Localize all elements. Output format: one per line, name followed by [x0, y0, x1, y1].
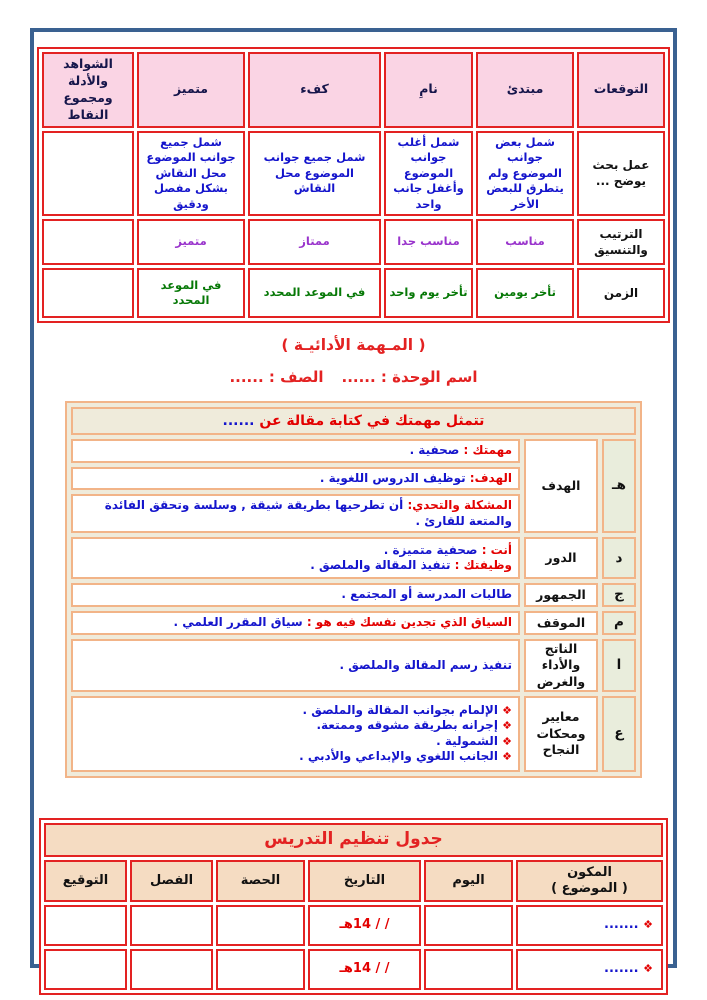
- task-row-goal-1: [71, 439, 636, 463]
- goal-line-mission: [71, 439, 520, 463]
- rubric-cell-beginner: تأخر يومين: [476, 268, 574, 318]
- red-label: السياق الذي تجدين نفسك فيه هو :: [306, 615, 512, 630]
- blue-value: أن تطرحيها بطريقة شيقة , وسلسة وتحقق الفائدة والمتعة للقارئ .: [104, 498, 512, 528]
- role-line-you: [79, 543, 512, 559]
- schedule-title: جدول تنظيم التدريس: [44, 823, 663, 857]
- blue-value: توظيف الدروس اللغوية .: [319, 470, 470, 485]
- schedule-data-row: [44, 905, 663, 946]
- teaching-schedule-table: [39, 818, 668, 995]
- red-label: أنت :: [481, 542, 512, 557]
- signature-cell-blank: [44, 905, 127, 946]
- rubric-table: [37, 47, 670, 323]
- diamond-bullet-icon: ❖: [643, 918, 653, 932]
- schedule-header-class: الفصل: [130, 860, 213, 902]
- red-label: وظيفتك :: [454, 558, 512, 573]
- rubric-header-developing: نامِ: [384, 52, 473, 128]
- product-content: [71, 639, 520, 692]
- label-audience: الجمهور: [524, 583, 598, 607]
- rubric-cell-beginner: مناسب: [476, 219, 574, 265]
- task-title-dots: ......: [222, 412, 255, 429]
- rubric-header-beginner: مبتدئ: [476, 52, 574, 128]
- rubric-row-label: الزمن: [577, 268, 665, 318]
- performance-task-table: [65, 401, 642, 778]
- criteria-text: الجانب اللغوي والإبداعي والأدبي .: [299, 749, 498, 764]
- blue-value: صحفية .: [409, 443, 464, 458]
- rubric-cell-developing: شمل أغلب جوانب الموضوع وأغفل جانب واحد: [384, 131, 473, 217]
- red-label: الهدف:: [469, 470, 512, 485]
- rubric-cell-competent: في الموعد المحدد: [248, 268, 381, 318]
- role-line-job: [79, 558, 512, 574]
- period-cell-blank: [216, 905, 305, 946]
- schedule-header-row: [44, 860, 663, 902]
- class-cell-blank: [130, 905, 213, 946]
- component-header-line1: المكون: [567, 864, 612, 880]
- task-title-row: [71, 407, 636, 435]
- page-border-frame: [30, 28, 677, 977]
- criteria-text: إجرانه بطريقة مشوقه وممتعة.: [316, 718, 498, 733]
- criteria-text: الإلمام بجوانب المقالة والملصق .: [302, 702, 498, 717]
- class-label: الصف : ......: [229, 368, 324, 387]
- diamond-bullet-icon: ❖: [502, 719, 512, 733]
- red-label: مهمتك :: [463, 443, 512, 458]
- task-title-cell: [71, 407, 636, 435]
- component-dots: .......: [604, 961, 639, 977]
- rubric-row-time: [42, 268, 665, 318]
- unit-name-label: اسم الوحدة : ......: [341, 368, 478, 387]
- period-cell-blank: [216, 949, 305, 990]
- schedule-header-signature: التوقيع: [44, 860, 127, 902]
- blue-value: تنفيذ المقالة والملصق .: [310, 558, 455, 573]
- rubric-cell-developing: مناسب جدا: [384, 219, 473, 265]
- blue-value: تنفيذ رسم المقالة والملصق .: [339, 657, 512, 672]
- blue-value: سياق المقرر العلمي .: [173, 615, 307, 630]
- label-product: الناتج والأداء والغرض: [524, 639, 598, 692]
- letter-cell-heh: هـ: [602, 439, 636, 533]
- blue-value: طالبات المدرسة أو المجتمع .: [341, 587, 512, 602]
- diamond-bullet-icon: ❖: [502, 750, 512, 764]
- component-cell: [516, 949, 663, 990]
- component-header-line2: ( الموضوع ): [551, 880, 628, 896]
- criteria-item: [79, 734, 512, 750]
- signature-cell-blank: [44, 949, 127, 990]
- rubric-cell-evidence-blank: [42, 268, 134, 318]
- component-dots: .......: [604, 917, 639, 933]
- rubric-cell-competent: شمل جميع جوانب الموضوع محل النقاش: [248, 131, 381, 217]
- label-situation: الموقف: [524, 611, 598, 635]
- class-cell-blank: [130, 949, 213, 990]
- role-content: [71, 537, 520, 579]
- goal-line-objective: [71, 467, 520, 491]
- rubric-cell-distinguished: شمل جميع جوانب الموضوع محل النقاش بشكل مفصل ودقيق: [137, 131, 245, 217]
- rubric-row-formatting: [42, 219, 665, 265]
- red-label: المشكلة والتحدي:: [407, 498, 512, 513]
- criteria-item: [79, 749, 512, 765]
- letter-cell-ain: ع: [602, 696, 636, 772]
- label-criteria: معايير ومحكات النجاح: [524, 696, 598, 772]
- task-row-criteria: [71, 696, 636, 772]
- schedule-data-row: [44, 949, 663, 990]
- label-goal: الهدف: [524, 439, 598, 533]
- criteria-content: [71, 696, 520, 772]
- rubric-header-expectations: التوقعات: [577, 52, 665, 128]
- goal-line-challenge: [71, 494, 520, 533]
- audience-content: [71, 583, 520, 607]
- task-row-audience: [71, 583, 636, 607]
- criteria-item: [79, 703, 512, 719]
- schedule-header-period: الحصة: [216, 860, 305, 902]
- task-row-role: [71, 537, 636, 579]
- schedule-header-day: اليوم: [424, 860, 513, 902]
- letter-cell-meem: م: [602, 611, 636, 635]
- criteria-item: [79, 718, 512, 734]
- unit-class-line: [34, 368, 673, 386]
- letter-cell-dal: د: [602, 537, 636, 579]
- date-cell: / / 14هـ: [308, 949, 421, 990]
- rubric-cell-distinguished: في الموعد المحدد: [137, 268, 245, 318]
- schedule-header-component: [516, 860, 663, 902]
- rubric-cell-competent: ممتاز: [248, 219, 381, 265]
- task-row-product: [71, 639, 636, 692]
- day-cell-blank: [424, 905, 513, 946]
- rubric-cell-beginner: شمل بعض جوانب الموضوع ولم يتطرق للبعض الأخر: [476, 131, 574, 217]
- diamond-bullet-icon: ❖: [502, 734, 512, 748]
- schedule-header-date: التاريخ: [308, 860, 421, 902]
- situation-content: [71, 611, 520, 635]
- rubric-row-label: الترتيب والتنسيق: [577, 219, 665, 265]
- task-title-text: تتمثل مهمتك في كتابة مقالة عن: [259, 412, 485, 429]
- letter-cell-jeem: ج: [602, 583, 636, 607]
- label-role: الدور: [524, 537, 598, 579]
- blue-value: صحفية متميزة .: [383, 542, 482, 557]
- rubric-row-label: عمل بحث يوضح ...: [577, 131, 665, 217]
- rubric-header-row: [42, 52, 665, 128]
- diamond-bullet-icon: ❖: [643, 962, 653, 976]
- rubric-header-distinguished: متميز: [137, 52, 245, 128]
- day-cell-blank: [424, 949, 513, 990]
- date-cell: / / 14هـ: [308, 905, 421, 946]
- rubric-cell-evidence-blank: [42, 131, 134, 217]
- rubric-cell-distinguished: متميز: [137, 219, 245, 265]
- letter-cell-alif: ا: [602, 639, 636, 692]
- rubric-header-evidence: الشواهد والأدلة ومجموع النقاط: [42, 52, 134, 128]
- diamond-bullet-icon: ❖: [502, 703, 512, 717]
- schedule-title-row: [44, 823, 663, 857]
- rubric-row-research: [42, 131, 665, 217]
- task-row-situation: [71, 611, 636, 635]
- component-cell: [516, 905, 663, 946]
- rubric-cell-evidence-blank: [42, 219, 134, 265]
- performance-task-heading: ( المـهمة الأدائيـة ): [281, 336, 426, 355]
- criteria-text: الشمولية .: [436, 733, 498, 748]
- rubric-header-competent: كفء: [248, 52, 381, 128]
- rubric-cell-developing: تأخر يوم واحد: [384, 268, 473, 318]
